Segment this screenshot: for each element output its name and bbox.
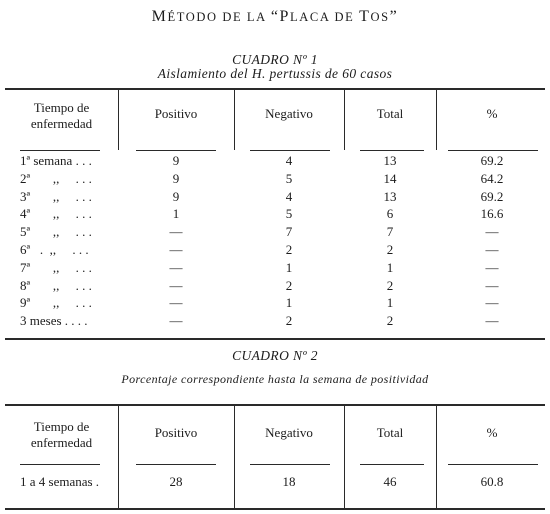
table-row bbox=[0, 189, 550, 205]
cell-positivo: 9 bbox=[172, 170, 180, 186]
header-total: Total bbox=[376, 425, 404, 440]
table-row bbox=[0, 474, 550, 490]
table2-bottom-rule bbox=[5, 508, 545, 510]
table2-number: CUADRO Nº 2 bbox=[232, 348, 318, 363]
table-row bbox=[0, 295, 550, 311]
cell-total: 14 bbox=[383, 170, 397, 186]
table-row bbox=[0, 278, 550, 294]
table1-title: Aislamiento del H. pertussis de 60 casos bbox=[157, 66, 393, 81]
table1-header-rule bbox=[448, 150, 538, 151]
table2-col-divider bbox=[436, 405, 437, 508]
header-tiempo-de-enfermedad: Tiempo de enfermedad bbox=[30, 100, 93, 131]
cell-positivo: — bbox=[169, 277, 183, 293]
cell-negativo: 4 bbox=[285, 188, 293, 204]
cell-negativo: 7 bbox=[285, 224, 293, 240]
cell-percent: 69.2 bbox=[480, 188, 504, 204]
cell-total: 6 bbox=[386, 206, 394, 222]
header-percent: % bbox=[486, 425, 498, 440]
cell-positivo: — bbox=[169, 242, 183, 257]
table-row bbox=[0, 313, 550, 329]
cell-negativo: 2 bbox=[285, 313, 293, 329]
cell-percent: — bbox=[485, 259, 499, 275]
cell-positivo: — bbox=[169, 313, 183, 329]
cell-percent: — bbox=[485, 277, 499, 293]
table2-title: Porcentaje correspondiente hasta la semana de positividad bbox=[121, 372, 429, 386]
cell-total: 13 bbox=[383, 188, 397, 204]
header-percent: % bbox=[486, 106, 498, 121]
header-positivo: Positivo bbox=[154, 106, 198, 121]
cell-negativo: 4 bbox=[285, 153, 293, 168]
table1-top-rule bbox=[5, 88, 545, 90]
cell-percent: 60.8 bbox=[480, 474, 504, 489]
table-row bbox=[0, 260, 550, 276]
table2-col-divider bbox=[234, 405, 235, 508]
header-negativo: Negativo bbox=[265, 425, 313, 440]
cell-total: 2 bbox=[386, 277, 394, 293]
cell-total: 13 bbox=[383, 153, 397, 168]
table1-header-rule bbox=[250, 150, 330, 151]
table1-number: CUADRO Nº 1 bbox=[232, 52, 318, 67]
table1-bottom-rule bbox=[5, 338, 545, 340]
table1-header-rule bbox=[136, 150, 216, 151]
cell-total: 1 bbox=[386, 259, 394, 275]
cell-positivo: — bbox=[169, 224, 183, 240]
table2-header-rule bbox=[360, 464, 424, 465]
cell-negativo: 18 bbox=[282, 474, 296, 489]
cell-positivo: — bbox=[169, 259, 183, 275]
cell-total: 7 bbox=[386, 224, 394, 240]
table-row bbox=[0, 171, 550, 187]
cell-negativo: 5 bbox=[285, 206, 293, 222]
table1-header-rule bbox=[360, 150, 424, 151]
table2-header-rule bbox=[20, 464, 100, 465]
table2-top-rule bbox=[5, 404, 545, 406]
table-row bbox=[0, 206, 550, 222]
cell-negativo: 5 bbox=[285, 170, 293, 186]
cell-positivo: 1 bbox=[172, 206, 180, 222]
cell-negativo: 2 bbox=[285, 242, 293, 257]
cell-positivo: — bbox=[169, 295, 183, 311]
table2-col-divider bbox=[118, 405, 119, 508]
table2-col-divider bbox=[344, 405, 345, 508]
row-label: 3 meses . . . . bbox=[20, 313, 88, 329]
row-label: 9ª ,, . . . bbox=[20, 295, 92, 311]
cell-percent: 69.2 bbox=[480, 153, 504, 168]
row-label: 6ª . ,, . . . bbox=[20, 242, 89, 257]
cell-percent: — bbox=[485, 224, 499, 240]
row-label: 1 a 4 semanas . bbox=[20, 474, 100, 489]
table-row bbox=[0, 242, 550, 258]
row-label: 5ª ,, . . . bbox=[20, 224, 92, 240]
cell-negativo: 1 bbox=[285, 295, 293, 311]
cell-total: 1 bbox=[386, 295, 394, 311]
table1-header-rule bbox=[20, 150, 100, 151]
header-tiempo-de-enfermedad: Tiempo de enfermedad bbox=[30, 419, 93, 450]
row-label: 7ª ,, . . . bbox=[20, 259, 92, 275]
table-row bbox=[0, 153, 550, 169]
table2-header-rule bbox=[448, 464, 538, 465]
row-label: 1ª semana . . . bbox=[20, 153, 92, 168]
row-label: 3ª ,, . . . bbox=[20, 188, 92, 204]
cell-percent: — bbox=[485, 242, 499, 257]
cell-positivo: 9 bbox=[172, 153, 180, 168]
row-label: 4ª ,, . . . bbox=[20, 206, 92, 222]
header-negativo: Negativo bbox=[265, 106, 313, 121]
cell-total: 46 bbox=[383, 474, 397, 489]
cell-percent: — bbox=[485, 295, 499, 311]
cell-positivo: 28 bbox=[169, 474, 183, 489]
table2-header-rule bbox=[250, 464, 330, 465]
cell-negativo: 1 bbox=[285, 259, 293, 275]
cell-percent: — bbox=[485, 313, 499, 329]
page-heading: MÉTODO DE LA “PLACA DE TOS” bbox=[151, 8, 399, 25]
cell-negativo: 2 bbox=[285, 277, 293, 293]
table-row bbox=[0, 224, 550, 240]
header-total: Total bbox=[376, 106, 404, 121]
row-label: 8ª ,, . . . bbox=[20, 277, 92, 293]
cell-percent: 16.6 bbox=[480, 206, 504, 222]
cell-total: 2 bbox=[386, 242, 394, 257]
cell-positivo: 9 bbox=[172, 188, 180, 204]
header-positivo: Positivo bbox=[154, 425, 198, 440]
cell-total: 2 bbox=[386, 313, 394, 329]
table2-header-rule bbox=[136, 464, 216, 465]
cell-percent: 64.2 bbox=[480, 170, 504, 186]
row-label: 2ª ,, . . . bbox=[20, 170, 92, 186]
